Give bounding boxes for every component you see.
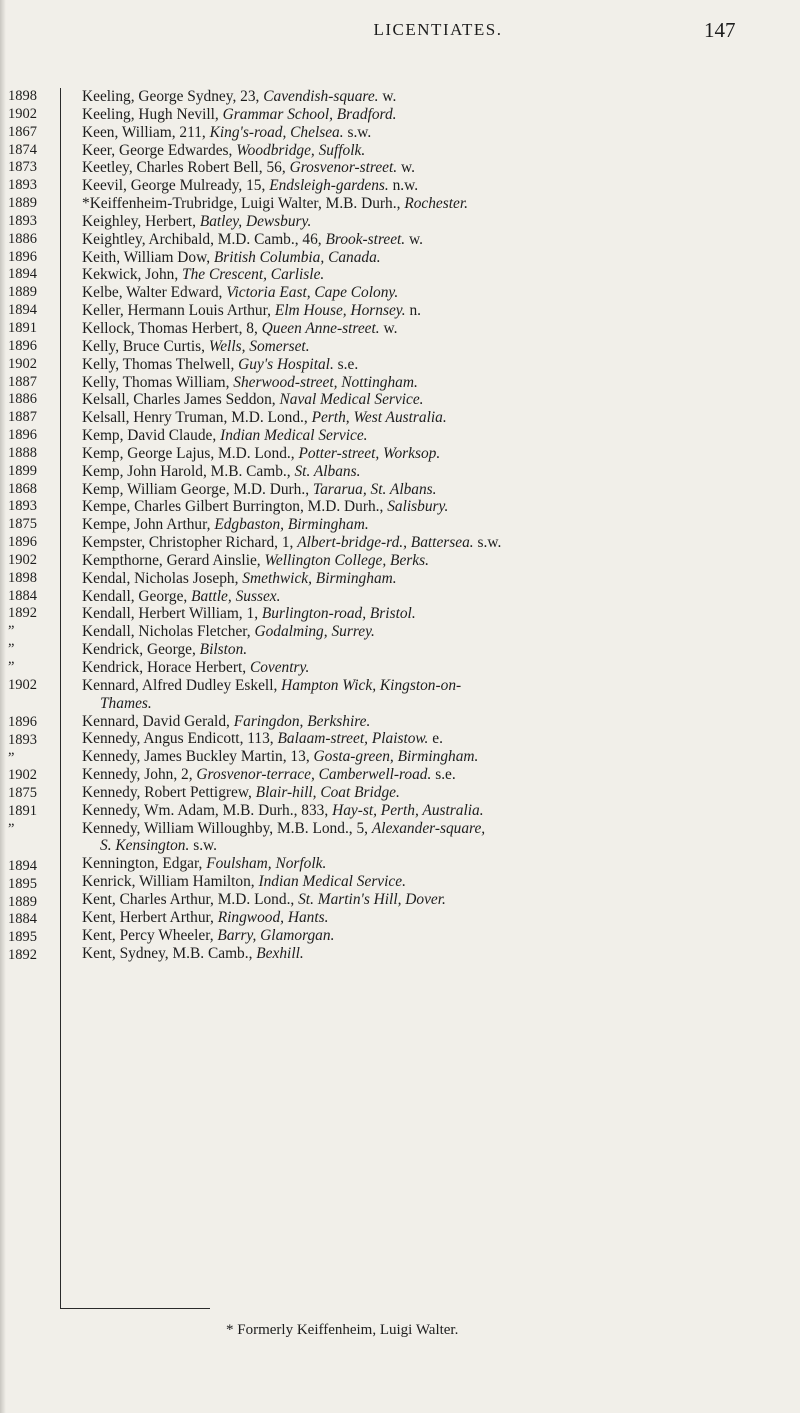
- list-item: [82, 588, 782, 606]
- entry-year: 1894: [8, 302, 37, 319]
- entry-name: Kennedy, Angus Endicott, 113,: [82, 730, 278, 748]
- list-item: [82, 909, 782, 927]
- entry-name: Kendrick, Horace Herbert,: [82, 659, 250, 676]
- entry-name: Kent, Percy Wheeler,: [82, 926, 218, 944]
- list-item: [82, 249, 782, 267]
- entry-address: Grosvenor-terrace, Camberwell-road.: [196, 766, 432, 784]
- entry-name: Kennard, Alfred Dudley Eskell,: [82, 676, 282, 694]
- entry-name: Keith, William Dow,: [82, 248, 214, 266]
- entry-address: Bilston.: [199, 641, 248, 659]
- list-item: [82, 445, 782, 463]
- entry-district: w.: [378, 88, 397, 105]
- entry-year: 1902: [8, 551, 37, 568]
- list-item: [82, 142, 782, 160]
- entry-continuation: [82, 695, 782, 713]
- entry-name: Keighley, Herbert,: [82, 212, 200, 230]
- entry-name: Kennedy, Wm. Adam, M.B. Durh., 833,: [82, 801, 333, 819]
- entry-address: Wells, Somerset.: [208, 337, 310, 355]
- entry-address: Ringwood, Hants.: [217, 908, 329, 926]
- entry-name: Keller, Hermann Louis Arthur,: [82, 302, 275, 320]
- entry-address: Queen Anne-street.: [261, 319, 380, 337]
- entry-address: King's-road, Chelsea.: [209, 123, 344, 141]
- list-item: [82, 820, 782, 856]
- list-item: [82, 338, 782, 356]
- list-item: [82, 498, 782, 516]
- entry-address: Cavendish-square.: [263, 88, 379, 105]
- entry-year: ”: [8, 623, 15, 640]
- entry-name: Kellock, Thomas Herbert, 8,: [82, 319, 262, 337]
- list-item: [82, 409, 782, 427]
- entry-name: Kempster, Christopher Richard, 1,: [82, 534, 298, 552]
- entry-address: St. Martin's Hill, Dover.: [298, 890, 446, 908]
- list-item: [82, 605, 782, 623]
- entry-year: 1888: [8, 444, 37, 461]
- entry-address: Victoria East, Cape Colony.: [226, 284, 399, 302]
- entry-address: Blair-hill, Coat Bridge.: [255, 783, 400, 801]
- list-item: [82, 855, 782, 873]
- entry-address: Brook-street.: [325, 230, 406, 248]
- entry-name: Keeling, George Sydney, 23,: [82, 88, 264, 105]
- list-item: [82, 213, 782, 231]
- entry-address: Indian Medical Service.: [220, 427, 368, 445]
- entry-name: Kelsall, Henry Truman, M.D. Lond.,: [82, 409, 312, 427]
- year-column: [2, 88, 61, 1308]
- entry-address: Tararua, St. Albans.: [312, 480, 437, 498]
- entry-address: Woodbridge, Suffolk.: [236, 141, 366, 159]
- entry-address: Perth, West Australia.: [311, 409, 447, 427]
- entry-name: Kemp, George Lajus, M.D. Lond.,: [82, 444, 299, 462]
- entry-name: Kent, Herbert Arthur,: [82, 908, 218, 926]
- entry-name: Kennedy, James Buckley Martin, 13,: [82, 748, 314, 766]
- list-item: [82, 891, 782, 909]
- list-item: [82, 195, 782, 213]
- entry-address: Faringdon, Berkshire.: [233, 712, 371, 730]
- entry-name: Keightley, Archibald, M.D. Camb., 46,: [82, 230, 326, 248]
- entry-year: 1891: [8, 319, 37, 336]
- entry-address: Balaam-street, Plaistow.: [277, 730, 429, 748]
- entry-district: n.: [405, 302, 422, 320]
- list-item: [82, 873, 782, 891]
- entry-address: Rochester.: [404, 195, 468, 213]
- entry-year: 1896: [8, 713, 37, 730]
- entry-name: Kempe, John Arthur,: [82, 516, 215, 534]
- entry-year: 1892: [8, 605, 37, 622]
- entry-year: 1902: [8, 105, 37, 122]
- entry-district: n.w.: [388, 177, 419, 195]
- entry-year: 1902: [8, 676, 37, 693]
- list-item: [82, 945, 782, 963]
- entry-name: Kemp, William George, M.D. Durh.,: [82, 480, 313, 498]
- entry-year: 1902: [8, 355, 37, 372]
- entry-address: Foulsham, Norfolk.: [206, 855, 327, 873]
- entry-continuation-text: S. Kensington.: [100, 837, 190, 855]
- entry-year: ”: [8, 659, 15, 675]
- entry-year: 1884: [8, 587, 37, 604]
- entry-year: 1899: [8, 462, 37, 479]
- entry-year: 1889: [8, 284, 37, 301]
- list-item: [82, 927, 782, 945]
- entry-year: ”: [8, 820, 15, 837]
- entry-year: 1896: [8, 337, 37, 354]
- entry-name: Kennington, Edgar,: [82, 855, 207, 873]
- entry-address: Gosta-green, Birmingham.: [313, 748, 479, 766]
- entry-name: Keevil, George Mulready, 15,: [82, 177, 270, 195]
- entry-name: Kendall, Nicholas Fletcher,: [82, 623, 255, 641]
- entry-year: 1895: [8, 875, 37, 892]
- list-item: [82, 463, 782, 481]
- list-item: [82, 784, 782, 802]
- entry-address: Batley, Dewsbury.: [199, 212, 312, 230]
- entry-year: 1893: [8, 177, 37, 194]
- entry-name: Kendall, George,: [82, 587, 192, 605]
- entry-year: ”: [8, 749, 15, 766]
- list-item: [82, 427, 782, 445]
- entry-address: Albert-bridge-rd., Battersea.: [297, 534, 474, 552]
- entry-year: 1893: [8, 212, 37, 229]
- entry-list: [82, 88, 782, 962]
- entry-year: 1902: [8, 767, 37, 784]
- entry-address: Grammar School, Bradford.: [222, 105, 397, 123]
- entry-address: Endsleigh-gardens.: [269, 177, 389, 195]
- entry-name: Kempe, Charles Gilbert Burrington, M.D. Durh.,: [82, 498, 388, 516]
- entry-address: Potter-street, Worksop.: [298, 444, 441, 462]
- entry-name: Kelbe, Walter Edward,: [82, 284, 227, 302]
- entry-name: Kendrick, George,: [82, 641, 200, 659]
- entry-district: w.: [397, 159, 415, 177]
- entry-name: Kelly, Bruce Curtis,: [82, 337, 209, 355]
- list-item: [82, 231, 782, 249]
- entry-address: Salisbury.: [387, 498, 449, 516]
- list-item: [82, 748, 782, 766]
- list-item: [82, 320, 782, 338]
- entry-continuation: [82, 837, 782, 855]
- entry-name: Keen, William, 211,: [82, 123, 210, 141]
- entry-name: Kennedy, William Willoughby, M.B. Lond., 5,: [82, 819, 372, 837]
- entry-address: Barry, Glamorgan.: [217, 926, 335, 944]
- list-item: [82, 159, 782, 177]
- entry-year: 1898: [8, 569, 37, 586]
- entry-year: 1875: [8, 516, 37, 533]
- entry-district: e.: [428, 730, 443, 748]
- entry-address: Smethwick, Birmingham.: [242, 569, 397, 587]
- list-item: [82, 391, 782, 409]
- entry-name: Kemp, John Harold, M.B. Camb.,: [82, 462, 295, 480]
- list-item: [82, 534, 782, 552]
- list-item: [82, 177, 782, 195]
- list-item: [82, 677, 782, 713]
- entry-year: 1894: [8, 857, 37, 874]
- entry-name: Kelly, Thomas William,: [82, 373, 234, 391]
- entry-address: Alexander-square,: [371, 819, 486, 837]
- entry-address: Grosvenor-street.: [289, 159, 398, 177]
- entry-district: w.: [405, 230, 423, 248]
- list-item: [82, 374, 782, 392]
- list-item: [82, 356, 782, 374]
- list-item: [82, 730, 782, 748]
- list-item: [82, 659, 782, 677]
- list-item: [82, 302, 782, 320]
- entry-year: 1886: [8, 230, 37, 247]
- entry-name: Kennedy, John, 2,: [82, 766, 197, 784]
- entry-year: ”: [8, 641, 15, 658]
- entry-year: 1874: [8, 141, 37, 158]
- entry-address: Indian Medical Service.: [258, 873, 406, 891]
- entry-year: 1887: [8, 373, 37, 390]
- entry-continuation-text: Thames.: [100, 694, 152, 712]
- entry-address: Wellington College, Berks.: [264, 551, 429, 569]
- entry-continuation-district: s.w.: [189, 837, 218, 855]
- entry-year: 1868: [8, 480, 37, 497]
- entry-year: 1896: [8, 534, 37, 551]
- entry-year: 1895: [8, 929, 37, 946]
- entry-name: Kemp, David Claude,: [82, 427, 221, 445]
- list-item: [82, 802, 782, 820]
- entry-name: Kekwick, John,: [82, 266, 183, 284]
- bottom-rule: [60, 1308, 210, 1309]
- entry-name: Keer, George Edwardes,: [82, 141, 237, 159]
- entry-address: Bexhill.: [256, 944, 304, 962]
- entry-year: 1893: [8, 731, 37, 748]
- entry-address: Elm House, Hornsey.: [274, 302, 406, 320]
- list-item: [82, 266, 782, 284]
- footnote: * Formerly Keiffenheim, Luigi Walter.: [226, 1322, 459, 1338]
- entry-address: Hampton Wick, Kingston-on-: [281, 676, 462, 694]
- list-item: [82, 516, 782, 534]
- list-item: [82, 623, 782, 641]
- list-item: [82, 284, 782, 302]
- entry-address: Godalming, Surrey.: [254, 623, 375, 641]
- list-item: [82, 713, 782, 731]
- entry-year: 1896: [8, 248, 37, 265]
- entry-name: Kennard, David Gerald,: [82, 712, 234, 730]
- entry-district: s.e.: [431, 766, 456, 784]
- entry-address: Burlington-road, Bristol.: [261, 605, 416, 623]
- entry-name: Keetley, Charles Robert Bell, 56,: [82, 159, 290, 177]
- list-item: [82, 552, 782, 570]
- entry-name: Kendall, Herbert William, 1,: [82, 605, 262, 623]
- entry-district: s.e.: [333, 355, 359, 373]
- entry-year: 1892: [8, 947, 37, 964]
- entry-address: St. Albans.: [294, 462, 361, 480]
- entry-year: 1894: [8, 266, 37, 283]
- entry-address: Edgbaston, Birmingham.: [214, 516, 369, 534]
- entry-name: Kenrick, William Hamilton,: [82, 873, 259, 891]
- entry-year: 1898: [8, 88, 37, 104]
- entry-year: 1893: [8, 498, 37, 515]
- entry-name: Kendal, Nicholas Joseph,: [82, 569, 243, 587]
- entry-year: 1889: [8, 893, 37, 910]
- entry-address: Battle, Sussex.: [191, 587, 281, 605]
- entry-name: Kelsall, Charles James Seddon,: [82, 391, 280, 409]
- entry-name: Kent, Charles Arthur, M.D. Lond.,: [82, 890, 299, 908]
- entry-year: 1887: [8, 409, 37, 426]
- running-header: LICENTIATES.: [373, 20, 503, 39]
- entry-address: British Columbia, Canada.: [213, 248, 381, 266]
- page-number: 147: [704, 18, 736, 42]
- entry-year: 1873: [8, 159, 37, 176]
- entry-address: Guy's Hospital.: [238, 355, 334, 373]
- entry-name: Kempthorne, Gerard Ainslie,: [82, 551, 265, 569]
- list-item: [82, 106, 782, 124]
- entry-year: 1867: [8, 123, 37, 140]
- entry-year: 1889: [8, 195, 37, 212]
- entry-address: Coventry.: [249, 659, 310, 676]
- entry-district: s.w.: [343, 123, 372, 141]
- entry-address: Hay-st, Perth, Australia.: [332, 801, 484, 819]
- list-item: [82, 570, 782, 588]
- entry-year: 1896: [8, 427, 37, 444]
- entry-year: 1891: [8, 803, 37, 820]
- list-item: [82, 88, 782, 106]
- entry-name: Kennedy, Robert Pettigrew,: [82, 783, 256, 801]
- entry-name: Kent, Sydney, M.B. Camb.,: [82, 944, 257, 962]
- entry-year: 1875: [8, 785, 37, 802]
- entry-year: 1886: [8, 391, 37, 408]
- entry-year: 1884: [8, 911, 37, 928]
- list-item: [82, 481, 782, 499]
- list-item: [82, 766, 782, 784]
- entry-district: w.: [379, 319, 398, 337]
- entry-district: s.w.: [473, 534, 502, 552]
- entry-address: The Crescent, Carlisle.: [182, 266, 325, 284]
- entry-name: *Keiffenheim-Trubridge, Luigi Walter, M.B. Durh.,: [82, 195, 405, 213]
- entry-address: Sherwood-street, Nottingham.: [233, 373, 418, 391]
- list-item: [82, 641, 782, 659]
- list-item: [82, 124, 782, 142]
- entry-name: Keeling, Hugh Nevill,: [82, 105, 223, 123]
- entry-address: Naval Medical Service.: [279, 391, 424, 409]
- entry-name: Kelly, Thomas Thelwell,: [82, 355, 239, 373]
